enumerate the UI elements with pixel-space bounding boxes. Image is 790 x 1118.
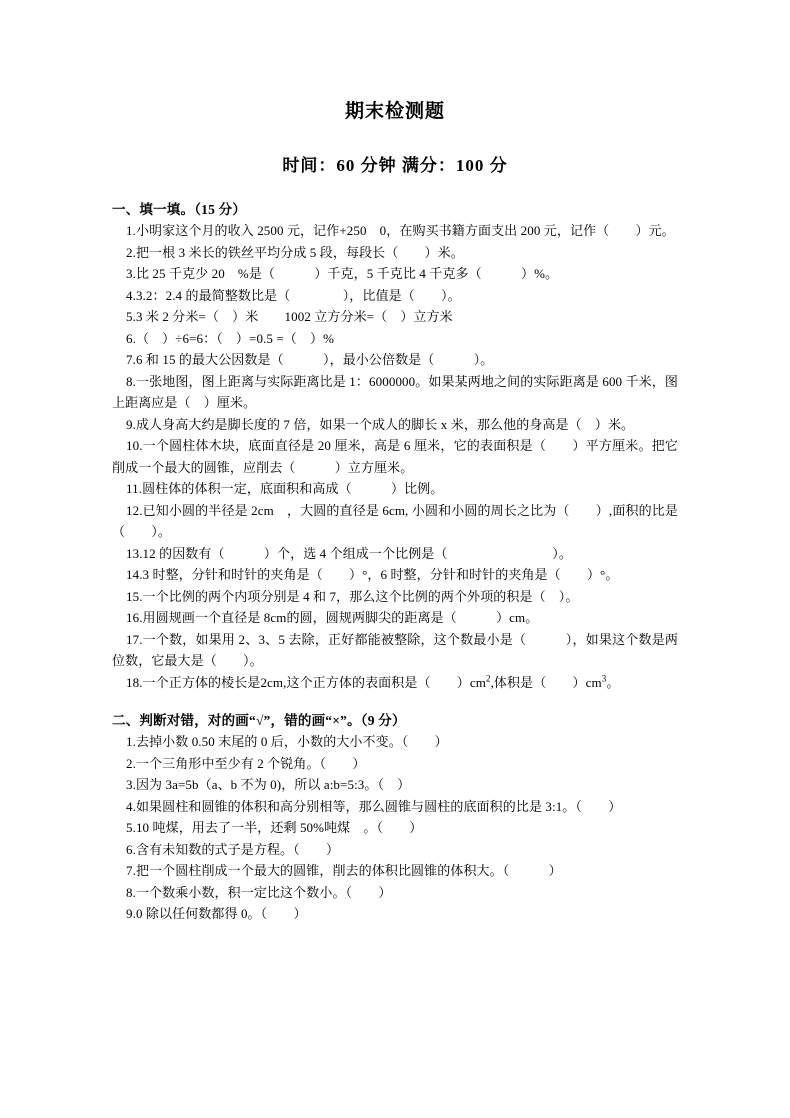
question-item: 3.因为 3a=5b（a、b 不为 0)，所以 a:b=5:3。（ ） (126, 777, 411, 792)
exam-info-line: 时间：60 分钟 满分：100 分 (282, 156, 508, 175)
section-heading-true-false: 二、判断对错，对的画“√”，错的画“×”。（9 分） (112, 713, 406, 728)
question-item: 13.12 的因数有（ ）个，选 4 个组成一个比例是（ ）。 (126, 545, 573, 561)
question-item: 8.一张地图，图上距离与实际距离比是 1：6000000。如果某两地之间的实际距离是 600 千米，图上距离应是（ ）厘米。 (112, 373, 678, 410)
question-item: 7.6 和 15 的最大公因数是（ ），最小公倍数是（ ）。 (126, 352, 494, 367)
question-item: 9.0 除以任何数都得 0。（ ） (126, 906, 307, 921)
question-item: 11.圆柱体的体积一定，底面积和高成（ ）比例。 (126, 481, 444, 496)
question-item: 15.一个比例的两个内项分别是 4 和 7，那么这个比例的两个外项的积是（ ）。 (126, 588, 579, 604)
question-item: 8.一个数乘小数，积一定比这个数小。（ ） (126, 884, 392, 900)
question-item: 2.一个三角形中至少有 2 个锐角。（ ） (126, 755, 366, 771)
question-item: 6.含有未知数的式子是方程。（ ） (126, 841, 340, 857)
question-item: 14.3 时整，分针和时针的夹角是（ ）°，6 时整，分针和时针的夹角是（ ）°。 (126, 567, 619, 582)
question-item: 4.如果圆柱和圆锥的体积和高分别相等，那么圆锥与圆柱的底面积的比是 3:1。（ ） (126, 798, 622, 814)
section-heading-fill-in-blanks: 一、填一填。（15 分） (112, 202, 247, 217)
question-item: 3.比 25 千克少 20 %是（ ）千克，5 千克比 4 千克多（ ）%。 (126, 266, 559, 281)
question-item: 18.一个正方体的棱长是2cm,这个正方体的表面积是（ ）$cm^2$,体积是（ ）$cm^3$。 (126, 673, 620, 690)
question-item: 4.3.2：2.4 的最简整数比是（ ），比值是（ ）。 (126, 287, 461, 303)
question-item: 2.把一根 3 米长的铁丝平均分成 5 段，每段长（ ）米。 (126, 244, 464, 260)
question-item: 5.3 米 2 分米=（ ）米 1002 立方分米=（ ）立方米 (126, 309, 453, 324)
question-item: 17.一个数，如果用 2、3、5 去除，正好都能被整除，这个数最小是（ ），如果这个数是两位数，它最大是（ ）。 (112, 631, 678, 668)
question-item: 6.（ ）÷6=6：（ ）=0.5 =（ ）% (126, 330, 335, 346)
question-item: 12.已知小圆的半径是 2cm ，大圆的直径是 6cm, 小圆和小圆的周长之比为（ ）,面积的比是（ ）。 (112, 502, 678, 539)
question-item: 1.小明家这个月的收入 2500 元，记作+250 0，在购买书籍方面支出 200 元，记作（ ）元。 (126, 223, 675, 238)
question-item: 5.10 吨煤，用去了一半，还剩 50%吨煤 。（ ） (126, 820, 423, 835)
question-item: 9.成人身高大约是脚长度的 7 倍，如果一个成人的脚长 x 米，那么他的身高是（ ）米。 (126, 416, 635, 432)
page-title: 期末检测题 (344, 101, 445, 122)
question-item: 16.用圆规画一个直径是 8cm的圆，圆规两脚尖的距离是（ ）cm。 (126, 610, 539, 625)
question-item: 1.去掉小数 0.50 末尾的 0 后，小数的大小不变。（ ） (126, 734, 448, 749)
paper-content (112, 0, 678, 925)
question-item: 7.把一个圆柱削成一个最大的圆锥，削去的体积比圆锥的体积大。（ ） (126, 863, 562, 878)
question-item: 10.一个圆柱体木块，底面直径是 20 厘米，高是 6 厘米，它的表面积是（ ）平方厘米。把它削成一个最大的圆锥，应削去（ ）立方厘米。 (112, 438, 678, 475)
